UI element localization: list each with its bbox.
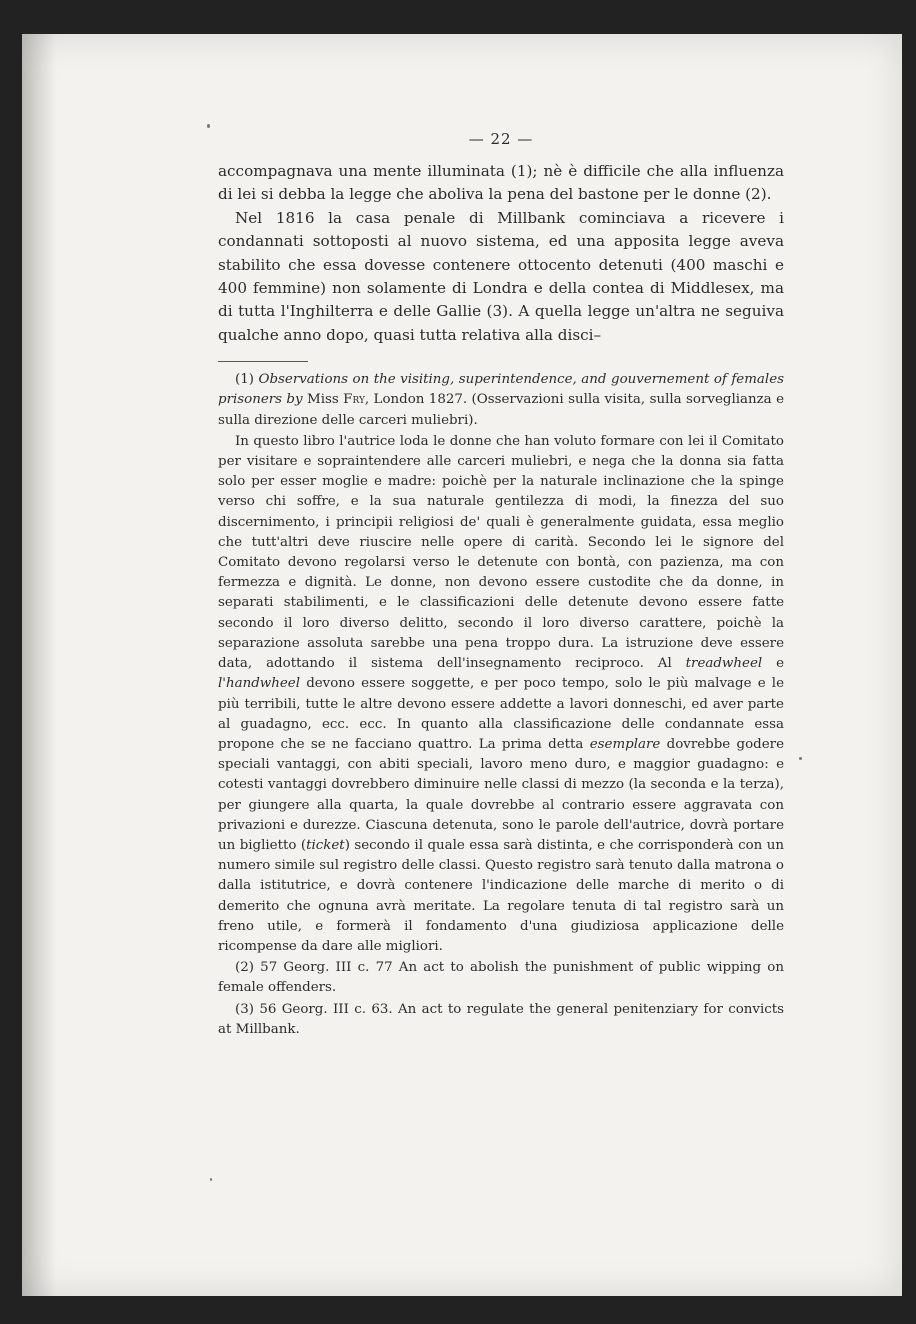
footnote-1-body-part1: In questo libro l'autrice loda le donne che han voluto formare con lei il Comitato per visitare e sopraintendere alle carceri muliebri, e nega che la donna sia fatta solo per esser moglie e madre: poichè per la naturale inclinazione che la spinge verso chi soffre, e la sua naturale gentilezza di modi, la finezza del suo discernimento, i principii religiosi de' quali è generalmente guidata, essa meglio che tutt'altri deve riuscire nelle opere di carità. Secondo lei le signore del Comitato devono regolarsi verso le detenute con bontà, con pazienza, ma con fermezza e dignità. Le donne, non devono essere custodite che da donne, in separati stabilimenti, e le classificazioni delle detenute devono essere fatte secondo il loro diverso delitto, secondo il loro diverso carattere, poichè la separazione assoluta sarebbe una pena troppo dura. La istruzione deve essere data, adottando il sistema dell'insegnamento reciproco. Al [218, 433, 784, 672]
paper-speck [210, 1178, 212, 1181]
term-esemplare: esemplare [589, 736, 661, 752]
footnote-1-citation [218, 370, 784, 431]
footnote-1-body-part4: ) secondo il quale essa sarà distinta, e che corrisponderà con un numero simile sul registro delle classi. Questo registro sarà tenuto dalla matrona o dalla istitutrice, e dovrà contenere l'indicazione delle marche di merito o di demerito che ognuna avrà meritate. La regolare tenuta di tal registro sarà un freno utile, e formerà il fondamento d'una giudiziosa applicazione delle ricompense da dare alle migliori. [218, 837, 784, 954]
footnote-1-body-part3: dovrebbe godere speciali vantaggi, con abiti speciali, lavoro meno duro, e maggior guadagno: e cotesti vantaggi dovrebbero diminuire nelle classi di mezzo (la seconda e la terza), per giungere alla quarta, la quale dovrebbe al contrario essere aggravata con privazioni e durezze. Ciascuna detenuta, sono le parole dell'autrice, dovrà portare un biglietto ( [218, 736, 784, 853]
footnote-2: (2) 57 Georg. III c. 77 An act to abolish the punishment of public wipping on female offenders. [218, 960, 784, 996]
term-ticket: ticket [306, 837, 345, 853]
footnote-1-author-prefix: Miss [306, 392, 339, 408]
paragraph-millbank: Nel 1816 la casa penale di Millbank cominciava a ricevere i condannati sottoposti al nuovo sistema, ed una apposita legge aveva stabilito che essa dovesse contenere ottocento detenuti (400 maschi e 400 femmine) non solamente di Londra e della contea di Middlesex, ma di tutta l'Inghilterra e delle Gallie (3). A quella legge un'altra ne seguiva qualche anno dopo, quasi tutta relativa alla disci– [218, 208, 784, 344]
footnote-3: (3) 56 Georg. III c. 63. An act to regulate the general penitenziary for convicts at Millbank. [218, 1001, 784, 1037]
footnote-1-publication: , London 1827. (Osservazioni sulla visita, sulla sorveglianza e sulla direzione delle carceri muliebri). [218, 392, 784, 428]
page-gutter-shadow [22, 34, 56, 1296]
term-handwheel: l'handwheel [218, 676, 300, 692]
footnote-1-marker: (1) [235, 372, 254, 388]
paragraph-continuation: accompagnava una mente illuminata (1); nè è difficile che alla influenza di lei si debba la legge che aboliva la pena del bastone per le donne (2). [218, 162, 784, 204]
footnote-1-title: Observations on the visiting, superintendence, and gouvernement of females prisoners by [218, 372, 784, 408]
footnote-1-body-part2: devono essere soggette, e per poco tempo, solo le più malvage e le più terribili, tutte le altre devono essere addette a lavori donneschi, ed aver parte al guadagno, ecc. ecc. In quanto alla classificazione delle condannate essa propone che se ne facciano quattro. La prima detta [218, 676, 785, 752]
footnotes [218, 370, 784, 1040]
footnote-1-author: Fry [343, 392, 365, 408]
footnote-separator [218, 361, 308, 362]
main-text [218, 160, 784, 347]
term-treadwheel: treadwheel [685, 656, 763, 672]
paper-speck [799, 757, 802, 760]
footnote-1-conj: e [776, 656, 784, 672]
paper-speck [207, 124, 210, 128]
footnote-1-summary [218, 432, 784, 957]
page-number: — 22 — [468, 130, 534, 148]
page-content [218, 130, 784, 1040]
